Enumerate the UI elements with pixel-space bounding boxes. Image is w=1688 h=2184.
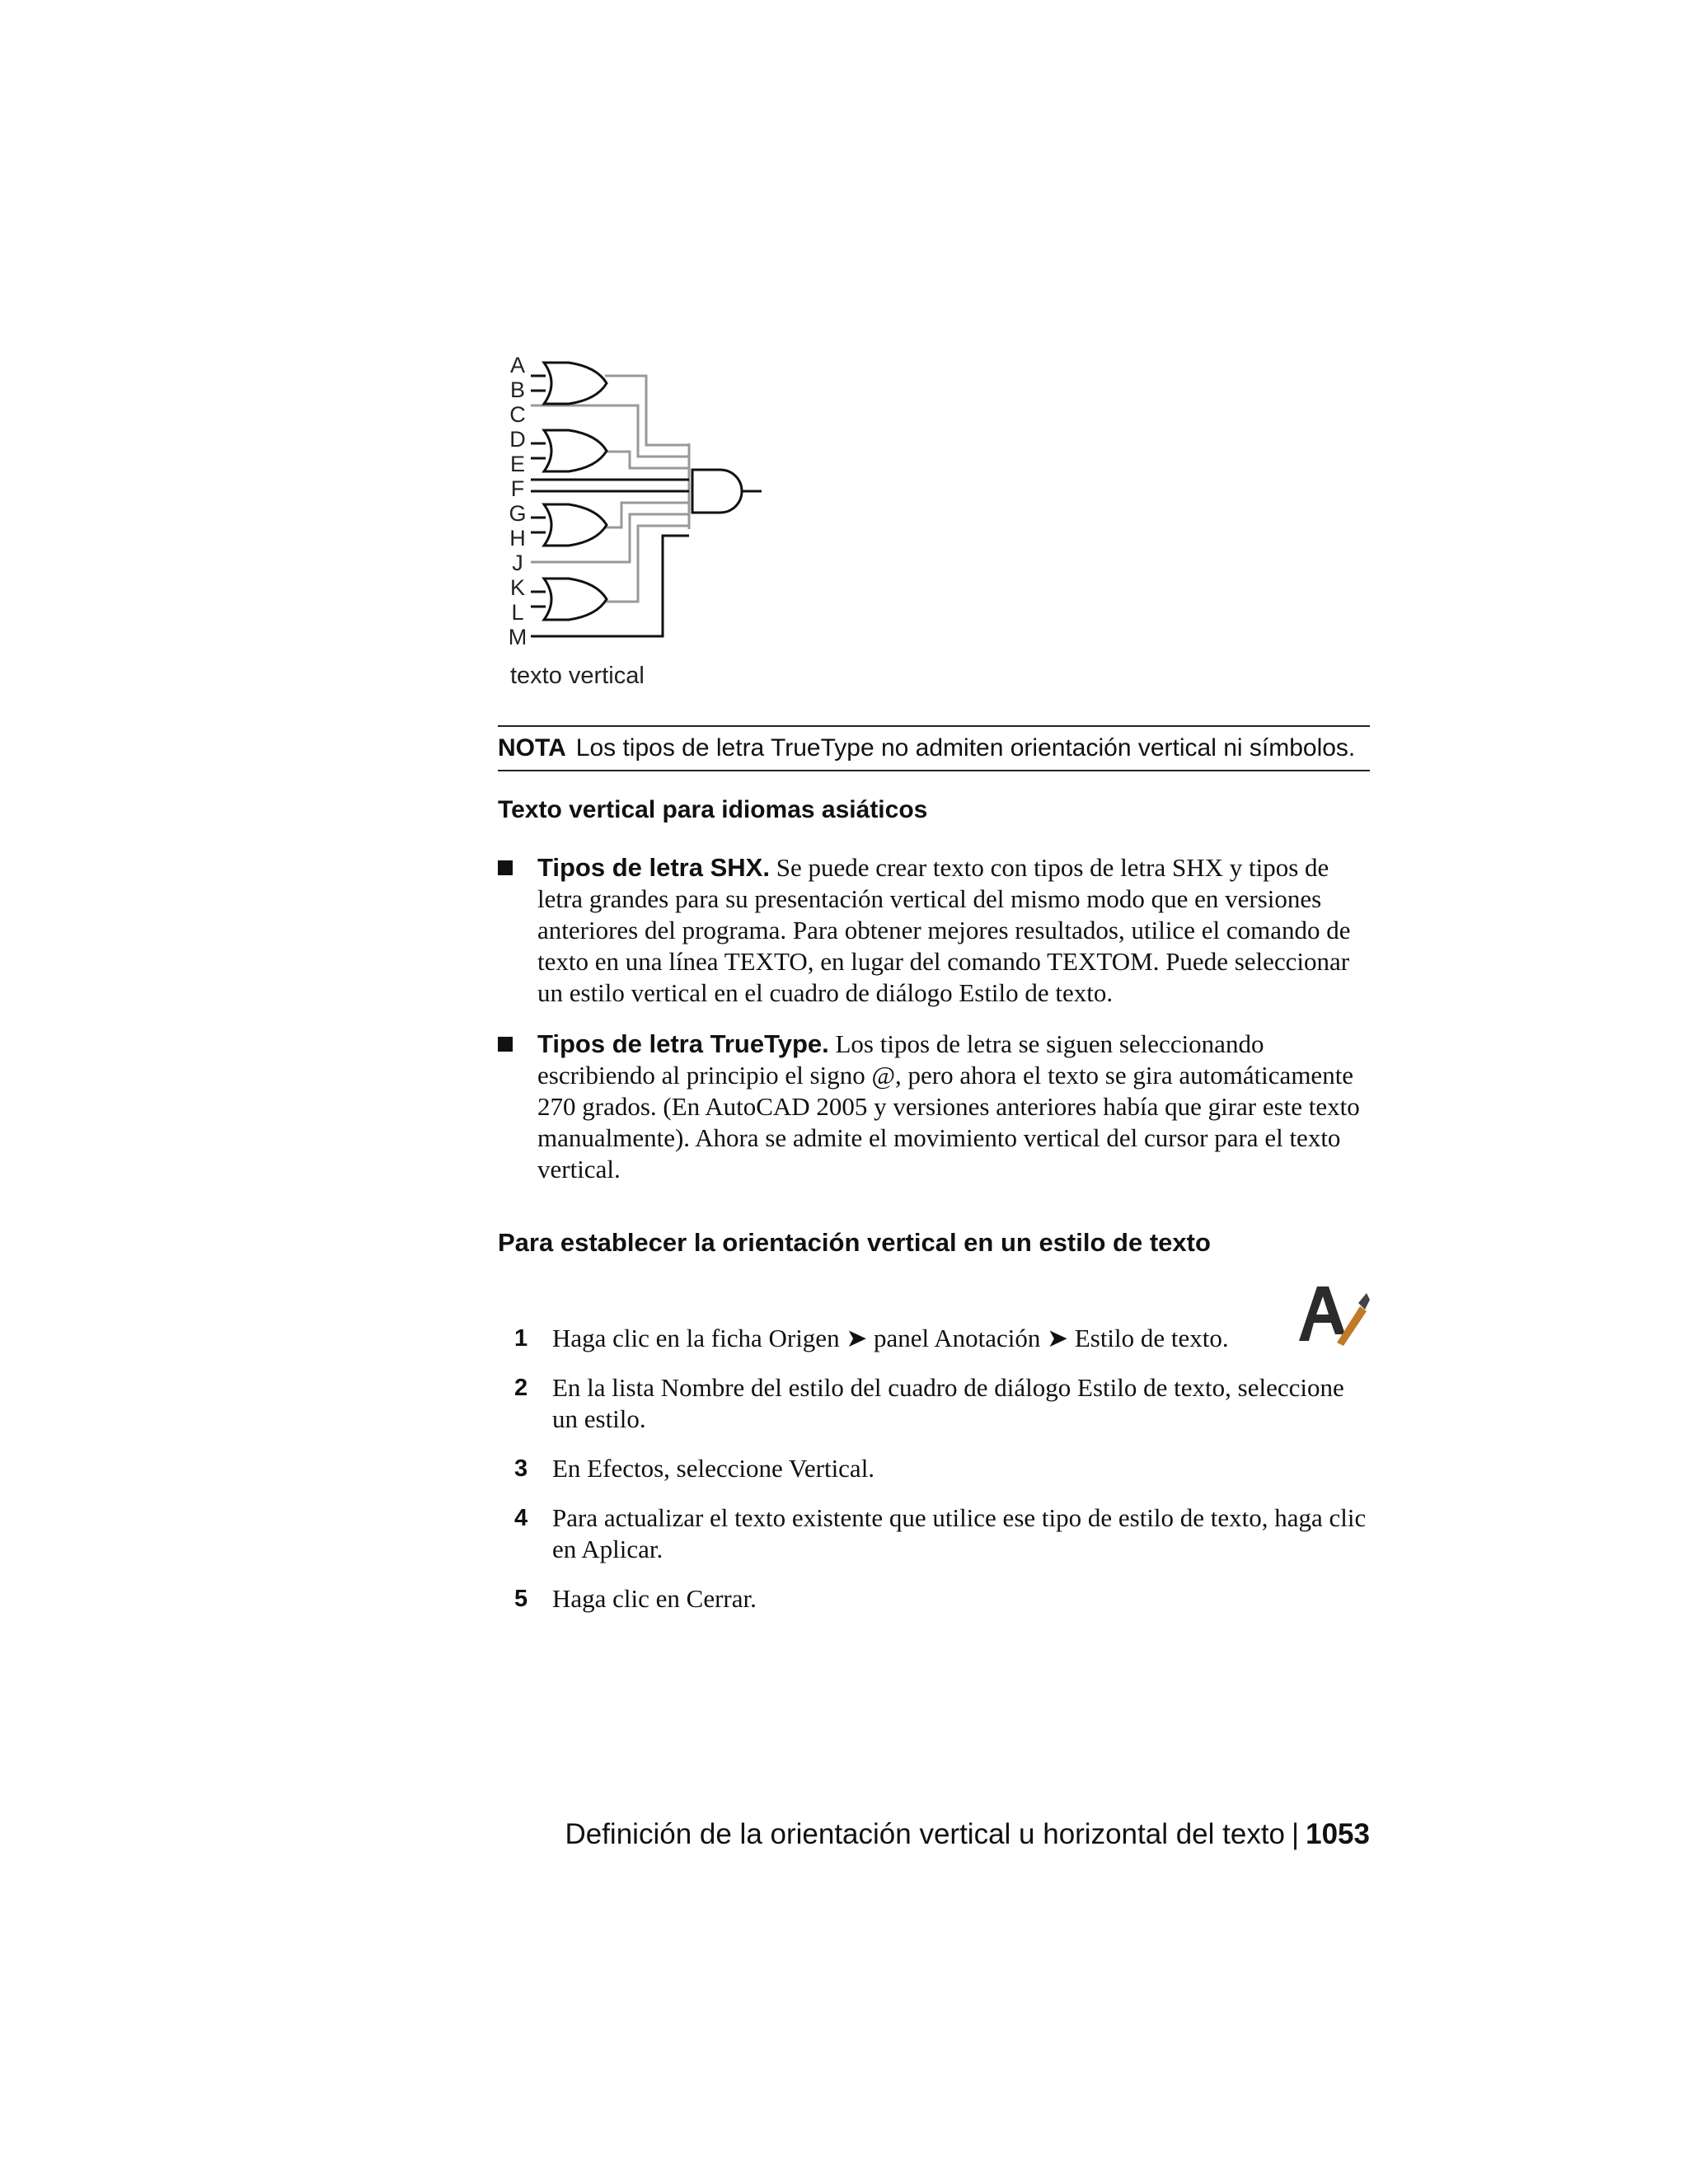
- bullet-text: [537, 852, 1370, 1009]
- procedure-heading: Para establecer la orientación vertical en un estilo de texto: [498, 1228, 1211, 1257]
- bullet-item: [498, 1029, 1370, 1185]
- input-label: K: [509, 575, 525, 600]
- step-text: En Efectos, seleccione Vertical.: [552, 1454, 875, 1483]
- page-number: 1053: [1306, 1818, 1370, 1850]
- input-label: B: [509, 377, 525, 402]
- input-label: M: [508, 625, 528, 649]
- bullet-lead: Tipos de letra TrueType.: [537, 1029, 829, 1058]
- bullet-marker: [498, 1037, 513, 1052]
- note-text: Los tipos de letra TrueType no admiten orientación vertical ni símbolos.: [575, 734, 1356, 762]
- input-label: D: [509, 427, 526, 452]
- input-label: A: [509, 353, 525, 377]
- step-text: Haga clic en la ficha Origen ➤ panel Anotación ➤ Estilo de texto.: [552, 1324, 1229, 1352]
- bullet-body: Se puede crear texto con tipos de letra SHX y tipos de letra grandes para su presentación vertical del mismo modo que en versiones anteriores del programa. Para obtener mejores resultados, utilice el comando de texto en una línea TEXTO, en lugar del comando TEXTOM. Puede seleccionar un estilo vertical en el cuadro de diálogo Estilo de texto.: [537, 853, 1351, 1007]
- footer-title: Definición de la orientación vertical u horizontal del texto: [565, 1818, 1286, 1850]
- step-text: Haga clic en Cerrar.: [552, 1584, 757, 1613]
- bullet-lead: Tipos de letra SHX.: [537, 853, 770, 882]
- step-number: 1: [514, 1325, 528, 1352]
- step-item: [498, 1453, 1370, 1484]
- note-box: [498, 725, 1370, 771]
- step-number: 3: [514, 1455, 528, 1482]
- step-item: [498, 1372, 1370, 1435]
- step-number: 5: [514, 1586, 528, 1612]
- input-label: C: [509, 402, 526, 427]
- bullet-body: Los tipos de letra se siguen seleccionando escribiendo al principio el signo @, pero ahora el texto se gira automáticamente 270 grados. (En AutoCAD 2005 y versiones anteriores había que girar este texto manualmente). Ahora se admite el movimiento vertical del cursor para el texto vertical.: [537, 1029, 1360, 1183]
- step-number: 4: [514, 1505, 528, 1531]
- input-label: J: [512, 551, 523, 575]
- note-label: NOTA: [498, 734, 566, 762]
- bullet-marker: [498, 860, 513, 875]
- page-footer: [565, 1818, 1370, 1851]
- input-label: H: [509, 526, 526, 551]
- figure-caption: texto vertical: [510, 663, 645, 689]
- step-number: 2: [514, 1375, 528, 1401]
- bullet-text: [537, 1029, 1370, 1185]
- footer-separator: |: [1292, 1818, 1300, 1850]
- input-label: F: [510, 476, 525, 501]
- section-heading: Texto vertical para idiomas asiáticos: [498, 796, 928, 823]
- input-label: E: [509, 452, 525, 476]
- step-text: Para actualizar el texto existente que utilice ese tipo de estilo de texto, haga clic en Aplicar.: [552, 1503, 1367, 1563]
- step-item: [498, 1502, 1370, 1565]
- procedure-steps: [498, 1323, 1370, 1633]
- input-label: G: [509, 501, 527, 526]
- step-item: [498, 1583, 1370, 1615]
- step-text: En la lista Nombre del estilo del cuadro de diálogo Estilo de texto, seleccione un estilo.: [552, 1373, 1344, 1433]
- logic-gate-diagram: [498, 346, 778, 659]
- bullet-item: [498, 852, 1370, 1009]
- input-label: L: [511, 600, 524, 625]
- logic-gate-figure: [498, 346, 778, 709]
- step-item: [498, 1323, 1370, 1354]
